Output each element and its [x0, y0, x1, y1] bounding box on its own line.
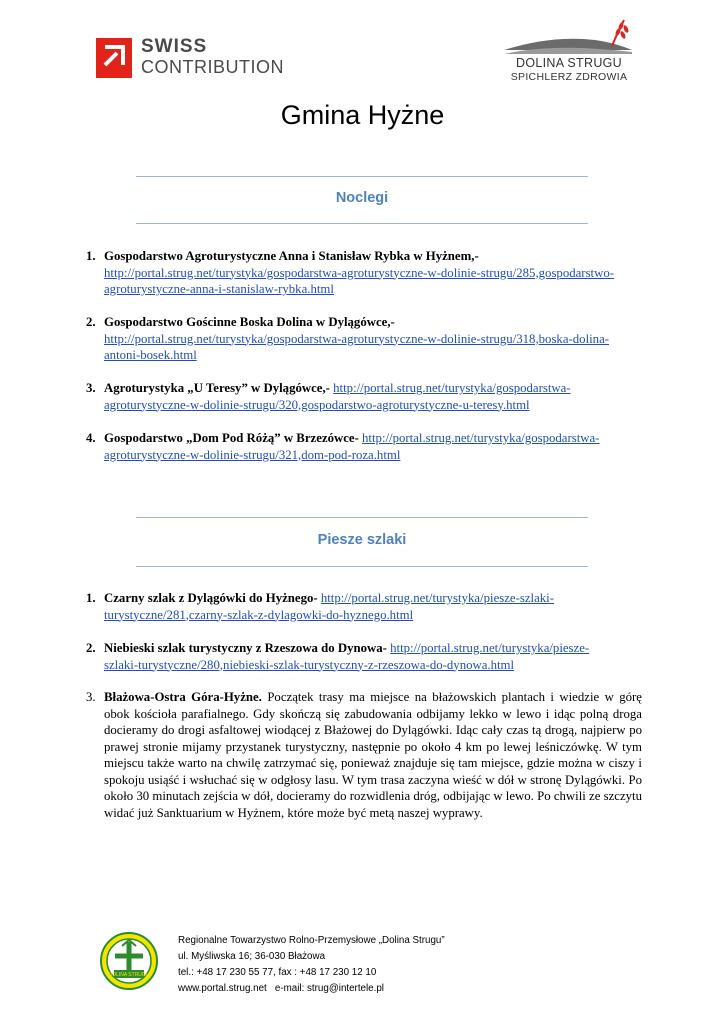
item-link[interactable]: http://portal.strug.net/turystyka/gospodarstwa-agroturystyczne-w-dolinie-strugu/318,boska-dolina- antoni-bosek.html: [104, 331, 610, 362]
section-rule-top: [136, 176, 588, 177]
item-number: 2.: [86, 641, 96, 655]
section-heading-noclegi: Noclegi: [335, 190, 389, 206]
footer-contact: [178, 933, 445, 997]
swiss-logo-line1: SWISS: [141, 36, 208, 57]
swiss-flag-icon: [96, 38, 132, 78]
item-link[interactable]: http://portal.strug.net/turystyka/gospodarstwa- agroturystyczne-w-dolinie-strugu/320,gospodarstwo-agroturystyczne-u-teresy.html: [104, 381, 571, 412]
list-item: [86, 689, 642, 821]
footer-org-name: Regionalne Towarzystwo Rolno-Przemysłowe „Dolina Strugu”: [178, 935, 445, 946]
item-link[interactable]: http://portal.strug.net/turystyka/gospodarstwa- agroturystyczne-w-dolinie-strugu/321,dom-pod-roza.html: [104, 431, 600, 462]
item-name: Gospodarstwo Agroturystyczne Anna i Stanisław Rybka w Hyżnem,-: [104, 249, 479, 263]
item-number: 3.: [86, 690, 96, 704]
trail-description: [104, 689, 642, 821]
list-item: [86, 430, 646, 463]
dolina-logo-line1: DOLINA STRUGU: [516, 56, 622, 70]
list-item: [86, 380, 646, 413]
item-name: Agroturystyka „U Teresy” w Dylągówce,-: [104, 381, 330, 395]
list-item: [86, 640, 646, 673]
page-title: Gmina Hyżne: [280, 100, 445, 130]
section-rule-bottom: [136, 566, 588, 567]
list-item: [86, 314, 646, 364]
item-name: Czarny szlak z Dylągówki do Hyżnego-: [104, 591, 318, 605]
item-link[interactable]: http://portal.strug.net/turystyka/piesze-szlaki- turystyczne/281,czarny-szlak-z-dylagowki-do-hyznego.html: [104, 591, 554, 622]
section-rule-bottom: [136, 223, 588, 224]
item-name: Błażowa-Ostra Góra-Hyżne.: [104, 690, 262, 704]
item-number: 1.: [86, 249, 96, 263]
emblem-text: DOLINA STRUGU: [108, 972, 150, 978]
list-item: [86, 590, 646, 623]
dolina-strugu-logo: [500, 16, 635, 86]
item-number: 2.: [86, 315, 96, 329]
footer-web-email: www.portal.strug.net e-mail: strug@intertele.pl: [178, 983, 384, 994]
footer-phone: tel.: +48 17 230 55 77, fax : +48 17 230 12 10: [178, 967, 377, 978]
item-number: 4.: [86, 431, 96, 445]
list-item: [86, 248, 646, 298]
item-text: Początek trasy ma miejsce na błażowskich plantach i wiedzie w górę obok kościoła parafialnego. Gdy skończą się zabudowania odbijamy lekko w lewo i idąc polną droga docieramy do drogi asfaltowej wiodącej z Błażowej do Dylągówki. Idąc cały czas tą drogą, najpierw po prawej stronie mijamy przystanek turystyczny, następnie po około 4 km po lewej leśniczówkę. W tym miejscu także warto na chwilę zatrzymać się, ponieważ znajduje się tam miejsce, gdzie można w ciszy i spokoju usiąść i wsłuchać się w odgłosy lasu. W tym trasa zaczyna wieść w dół w stronę Dylągówki. Po około 30 minutach zejścia w dół, docieramy do rozwidlenia dróg, odbijając w lewo. Po chwili ze szczytu widać już Sanktuarium w Hyżnem, które może być metą naszej wyprawy.: [104, 690, 642, 820]
swiss-logo-line2: CONTRIBUTION: [141, 57, 284, 77]
item-link[interactable]: http://portal.strug.net/turystyka/gospodarstwa-agroturystyczne-w-dolinie-strugu/285,gospodarstwo- agroturystyczne-anna-i-stanislaw-rybka.html: [104, 265, 615, 296]
section-rule-top: [136, 517, 588, 518]
footer-address: ul. Myśliwska 16; 36-030 Błażowa: [178, 951, 326, 962]
hills-wheat-icon: [500, 16, 635, 56]
section-heading-szlaki: Piesze szlaki: [317, 532, 407, 548]
dolina-strugu-emblem-icon: [100, 932, 158, 990]
item-number: 1.: [86, 591, 96, 605]
item-name: Niebieski szlak turystyczny z Rzeszowa do Dynowa-: [104, 641, 387, 655]
item-link[interactable]: http://portal.strug.net/turystyka/piesze- szlaki-turystyczne/280,niebieski-szlak-turystyczny-z-rzeszowa-do-dynowa.html: [104, 641, 590, 672]
item-name: Gospodarstwo „Dom Pod Różą” w Brzezówce-: [104, 431, 359, 445]
item-name: Gospodarstwo Gościnne Boska Dolina w Dylągówce,-: [104, 315, 395, 329]
item-number: 3.: [86, 381, 96, 395]
swiss-contribution-logo: [96, 38, 296, 80]
dolina-logo-line2: SPICHLERZ ZDROWIA: [510, 71, 628, 83]
